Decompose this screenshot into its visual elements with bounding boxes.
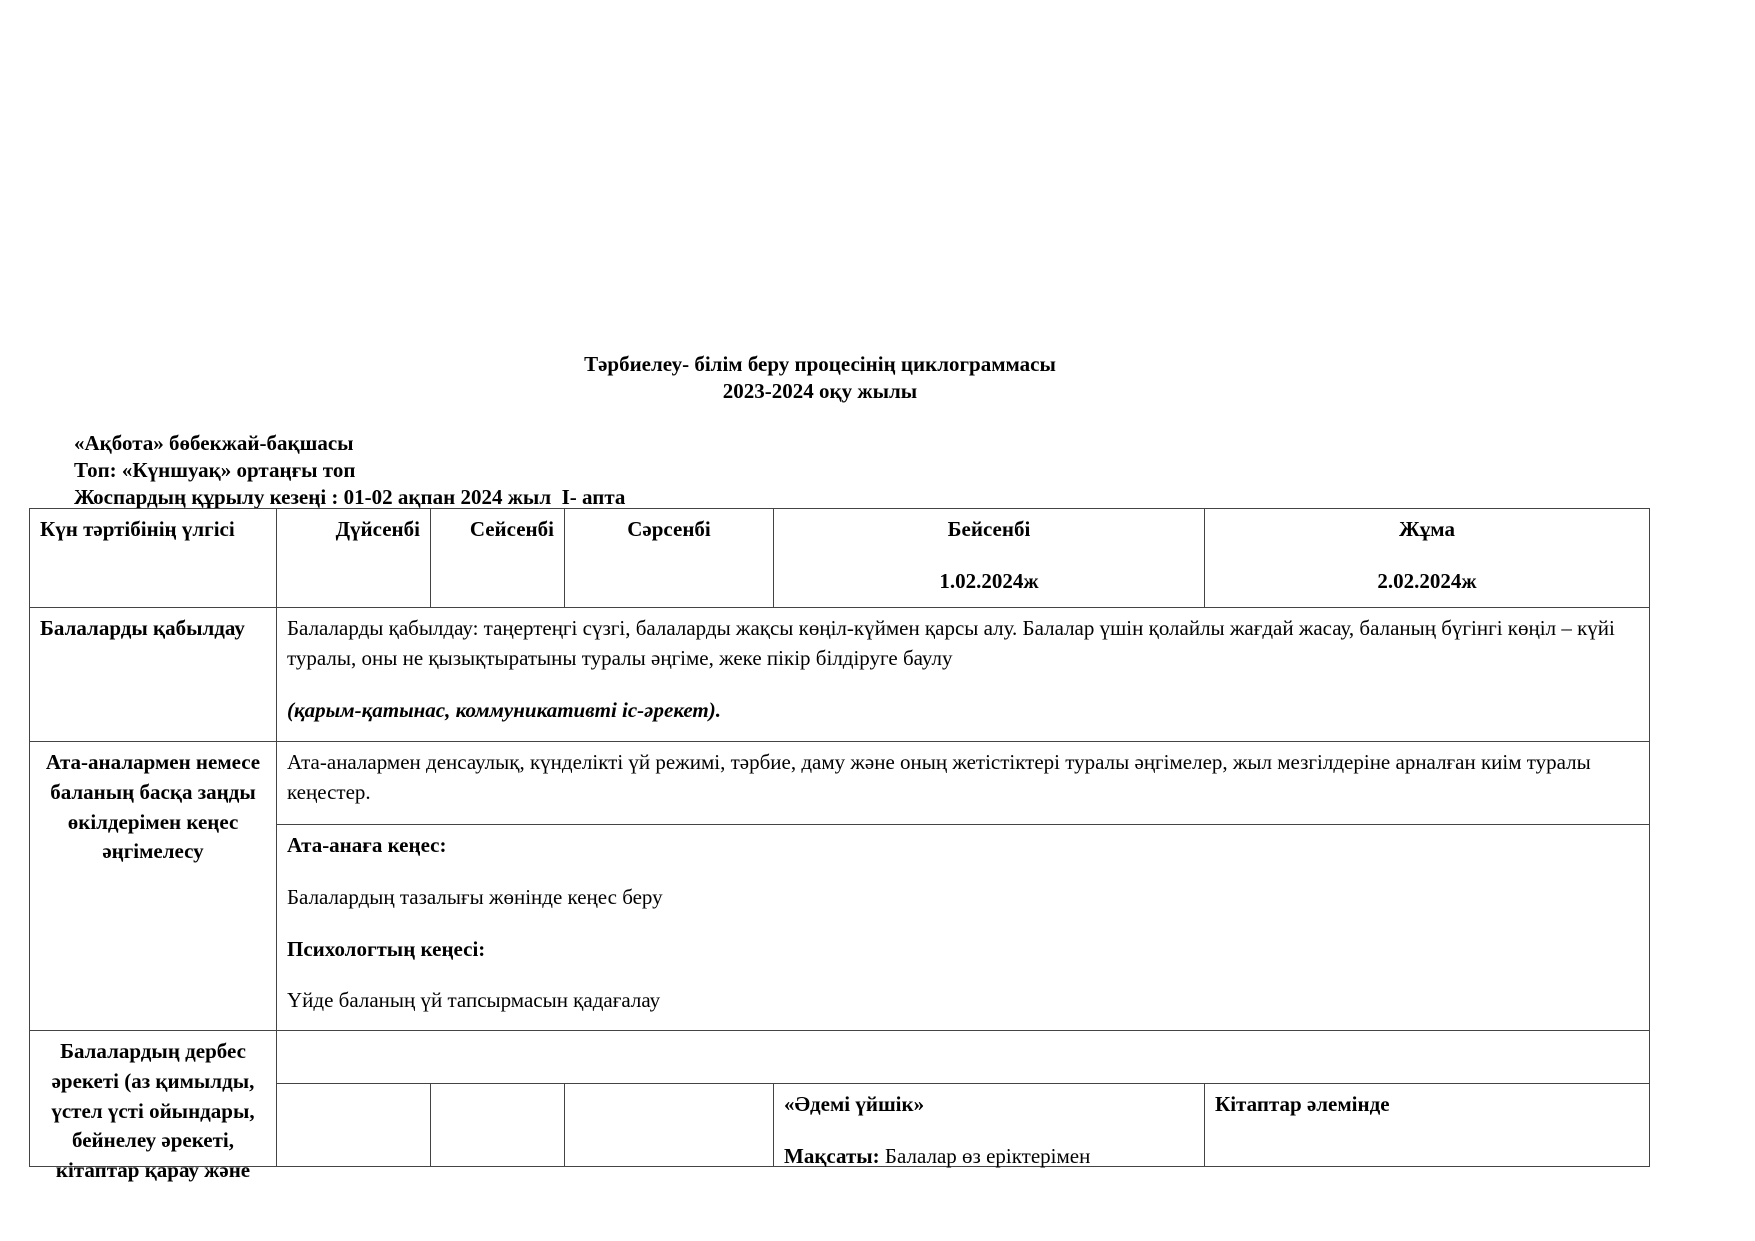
goal-text: Балалар өз еріктерімен xyxy=(879,1143,1091,1168)
group-name: Топ: «Күншуақ» ортаңғы топ xyxy=(74,458,356,482)
wednesday-activity-cell xyxy=(565,1084,774,1167)
parents-text: Ата-аналармен денсаулық, күнделікті үй режимі, тәрбие, даму және оның жетістіктері туралы әңгімелер, жыл мезгілдеріне арналған киім туралы кеңестер. xyxy=(287,750,1591,804)
advice-text: Балалардың тазалығы жөнінде кеңес беру xyxy=(287,884,663,909)
kindergarten-name: «Ақбота» бөбекжай-бақшасы xyxy=(74,431,354,455)
advice-content xyxy=(277,825,1650,1031)
reception-content xyxy=(277,608,1650,742)
thursday-date: 1.02.2024ж xyxy=(939,568,1039,593)
tuesday-activity-cell xyxy=(431,1084,565,1167)
thursday-label: Бейсенбі xyxy=(947,517,1031,541)
header-monday: Дүйсенбі xyxy=(277,509,431,608)
reception-note: (қарым-қатынас, коммуникативті іс-әрекет). xyxy=(287,697,721,722)
monday-activity-cell xyxy=(277,1084,431,1167)
row-label-reception: Балаларды қабылдау xyxy=(30,608,277,742)
advice-heading: Ата-анаға кеңес: xyxy=(287,833,447,857)
table-row xyxy=(30,1031,1650,1084)
header-thursday xyxy=(774,509,1205,608)
reception-text: Балаларды қабылдау: таңертеңгі сүзгі, балаларды жақсы көңіл-күймен қарсы алу. Балалар үшін қолайлы жағдай жасау, баланың бүгінгі көңіл – күйі туралы, оны не қызықтыратыны туралы әңгіме, жеке пікір білдіруге баулу xyxy=(287,616,1615,670)
friday-date: 2.02.2024ж xyxy=(1377,568,1477,593)
parents-content xyxy=(277,742,1650,825)
friday-activity-title: Кітаптар әлемінде xyxy=(1215,1092,1390,1116)
table-row xyxy=(30,742,1650,825)
psychologist-heading: Психологтың кеңесі: xyxy=(287,936,486,961)
goal-label: Мақсаты: xyxy=(784,1143,880,1168)
psychologist-text: Үйде баланың үй тапсырмасын қадағалау xyxy=(287,988,661,1013)
independent-spacer-cell xyxy=(277,1031,1650,1084)
row-label-independent: Балалардың дербес әрекеті (аз қимылды, үстел үсті ойындары, бейнелеу әрекеті, кітаптар қарау және xyxy=(30,1031,277,1167)
planning-period: Жоспардың құрылу кезеңі : 01-02 ақпан 2024 жыл І- апта xyxy=(74,485,626,509)
header-tuesday: Сейсенбі xyxy=(431,509,565,608)
friday-label: Жұма xyxy=(1399,517,1455,541)
thursday-activity-cell xyxy=(774,1084,1205,1167)
table-header-row xyxy=(30,509,1650,608)
header-wednesday: Сәрсенбі xyxy=(565,509,774,608)
table-row xyxy=(30,608,1650,742)
thursday-activity-title: «Әдемі үйшік» xyxy=(784,1092,925,1116)
academic-year: 2023-2024 оқу жылы xyxy=(722,379,918,403)
cyclogram-table xyxy=(29,508,1650,1183)
document-title: Тәрбиелеу- білім беру процесінің циклограммасы xyxy=(584,352,1056,376)
friday-activity-cell xyxy=(1205,1084,1650,1167)
row-label-parents: Ата-аналармен немесе баланың басқа заңды өкілдерімен кеңес әңгімелесу xyxy=(30,742,277,1031)
header-schedule: Күн тәртібінің үлгісі xyxy=(30,509,277,608)
header-friday xyxy=(1205,509,1650,608)
thursday-activity-goal xyxy=(784,1142,1194,1172)
